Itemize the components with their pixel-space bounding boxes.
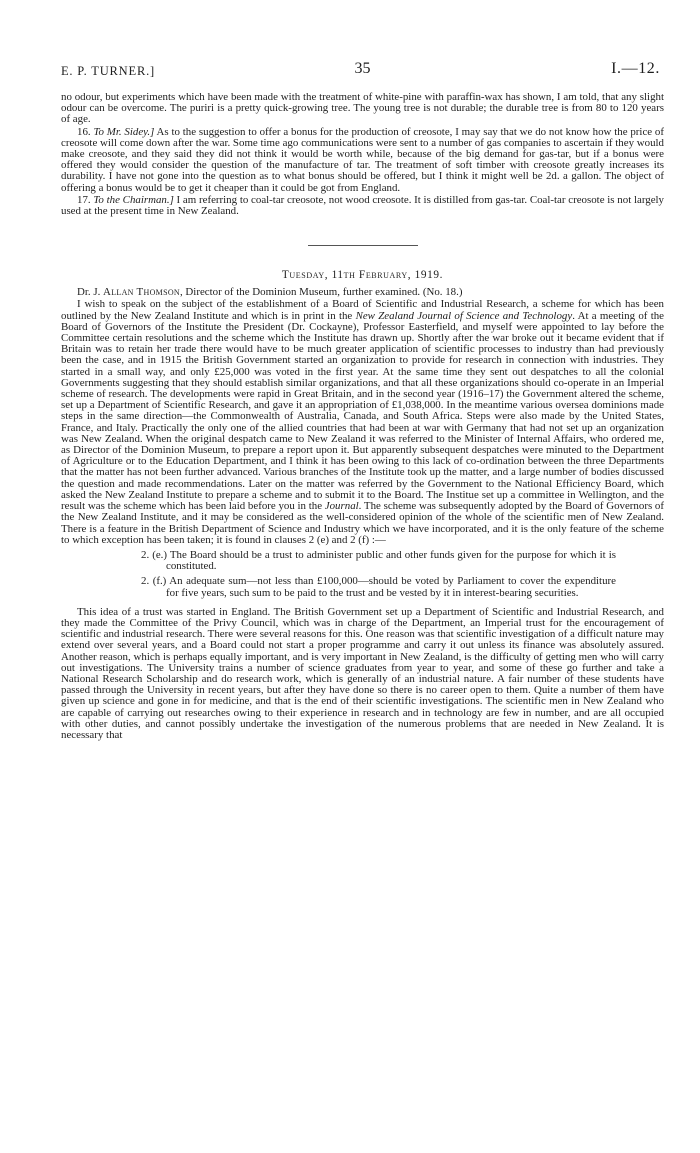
document-reference: I.—12.: [611, 60, 660, 77]
page-header: [61, 60, 664, 82]
header-author: E. P. TURNER.]: [61, 64, 155, 78]
paragraph-text: I wish to speak on the subject of the establishment of a Board of Scientific and Industrial Research, a scheme for which has been outlined by the New Zealand Institute and which is in print in the: [61, 298, 664, 322]
clause-number: 2. (f.): [141, 575, 167, 588]
clause-number: 2. (e.): [141, 548, 168, 561]
witness-title: Dr. J.: [77, 286, 104, 299]
clause-text: The Board should be a trust to administer public and other funds given for the purpose for which it is constituted.: [166, 548, 616, 573]
journal-short-title: Journal: [324, 500, 359, 513]
session-date: Tuesday, 11th February, 1919.: [281, 269, 444, 282]
journal-title: New Zealand Journal of Science and Technology: [355, 309, 573, 322]
clause-item: [61, 576, 616, 598]
paragraph-text: As to the suggestion to offer a bonus for the production of creosote, I may say that we do not know how the price of creosote will come down after the war. Some time ago communications were sent to a number of gas companies to ascertain if they would make creosote, and they said they did not think it would be worth while, because of the big demand for gas-tar, but if a bonus were offered they would consider the question of the manufacture of tar. The treatment of soft timber with creosote greatly increases its durability. I have not gone into the question as to what bonus should be offered, but I think it might well be 2d. a gallon. The object of offering a bonus would be to get it cheaper than it could be got from England.: [61, 125, 664, 194]
paragraph-text: . The scheme was subsequently adopted by the Board of Governors of the New Zealand Institute, and it may be considered as the well-considered opinion of the whole of the scientific men of New Zealand. There is a feature in the British Department of Science and Industry which we have incorporated, and it is the only feature of the scheme to which exception has been taken; it is found in clauses 2 (e) and 2 (f) :—: [61, 500, 664, 546]
section-divider: [308, 245, 418, 246]
clause-text: An adequate sum—not less than £100,000—should be voted by Parliament to cover the expenditure for five years, such sum to be paid to the trust and be vested by it in interest-bearing securities.: [166, 575, 616, 599]
paragraph-number: 17.: [77, 193, 94, 206]
addressee: To the Chairman.]: [93, 193, 174, 206]
paragraph-text: I am referring to coal-tar creosote, not wood creosote. It is distilled from gas-tar. Coal-tar creosote is not largely used at the present time in New Zealand.: [61, 193, 665, 218]
witness-description: , Director of the Dominion Museum, further examined. (No. 18.): [179, 286, 463, 299]
page-number: 35: [354, 60, 371, 77]
addressee: To Mr. Sidey.]: [93, 125, 155, 138]
paragraph-number: 16.: [77, 125, 94, 138]
paragraph-text: . At a meeting of the Board of Governors of the Institute the President (Dr. Cockayne), Professor Easterfield, and myself were appointed to lay before the Committee certain resolutions and the scheme which the Institute has drawn up. Shortly after the war broke out it became evident that if Britain was to retain her trade there would have to be much greater application of scientific processes to industry than had previously been the case, and in 1915 the British Government started an organization to provide for research in connection with industries. They started in a small way, and only £25,000 was voted in the first year. At the same time they sent out despatches to all the colonial Governments suggesting that they should establish similar organizations, and that all these organizations should co-operate in an Imperial scheme of research. The developments were rapid in Great Britain, and in the second year (1916–17) the Government altered the scheme, set up a Department of Scientific Research, and gave it an appropriation of £1,038,000. In the meantime various oversea dominions made steps in the same direction—the Commonwealth of Australia, Canada, and South Africa. Steps were also made by the United States, France, and Italy. Practically the only one of the allied countries that had been at war with Germany that had not set up an organization was New Zealand. When the original despatch came to New Zealand it was referred to the Minister of Internal Affairs, who ordered me, as Director of the Dominion Museum, to prepare a report upon it. But apparently subsequent despatches were minuted to the Department of Agriculture or to the Education Department, and I think it has been owing to this lack of co-ordination between the three Departments that the matter has not been further advanced. Various branches of the Institute took up the matter, and a large number of bodies discussed the question and made recommendations. Later on the matter was referred by the Government to the National Efficiency Board, which asked the New Zealand Institute to prepare a scheme and to submit it to the Board. The Institue set up a committee in Wellington, and the result was the scheme which has been laid before you in the: [61, 309, 664, 513]
paragraph-trust: This idea of a trust was started in England. The British Government set up a Department of Scientific and Industrial Research, and they made the Committee of the Privy Council, which was in charge of the Department, an Imperial trust for the encouragement of scientific and industrial research. There were several reasons for this. One reason was that scientific investigation of a difficult nature may extend over several years, and a Board could not start a proper programme and carry it out unless its finance was absolutely assured. Another reason, which is perhaps equally important, and is very important in New Zealand, is the difficulty of getting men who will carry out investigations. The University trains a number of science graduates from year to year, and some of these go further and take a National Research Scholarship and do research work, which is generally of an industrial nature. A fair number of these students have passed through the University in recent years, but after they have done so there is no career open to them. Quite a number of them have given up science and gone in for medicine, and that is the end of their scientific investigations. The scientific men in New Zealand who are capable of carrying out researches owing to their experience in research and in technology are few in number, and are all occupied with other duties, and cannot possibly undertake the investigation of the numerous problems that are needed in New Zealand. It is necessary that: [61, 605, 664, 741]
clause-item: [61, 550, 616, 572]
paragraph-continuation: no odour, but experiments which have been made with the treatment of white-pine with paraffin-wax has shown, I am told, that any slight odour can be overcome. The puriri is a pretty quick-growing tree. The young tree is not durable; the durable tree is from 80 to 120 years of age.: [61, 91, 664, 126]
paragraph-16: [61, 127, 664, 194]
witness-name: Allan Thomson: [103, 286, 180, 299]
document-page: [61, 60, 664, 741]
paragraph-main: [61, 299, 664, 545]
witness-heading: [61, 287, 664, 298]
clause-list: [61, 550, 664, 599]
paragraph-17: [61, 195, 664, 217]
